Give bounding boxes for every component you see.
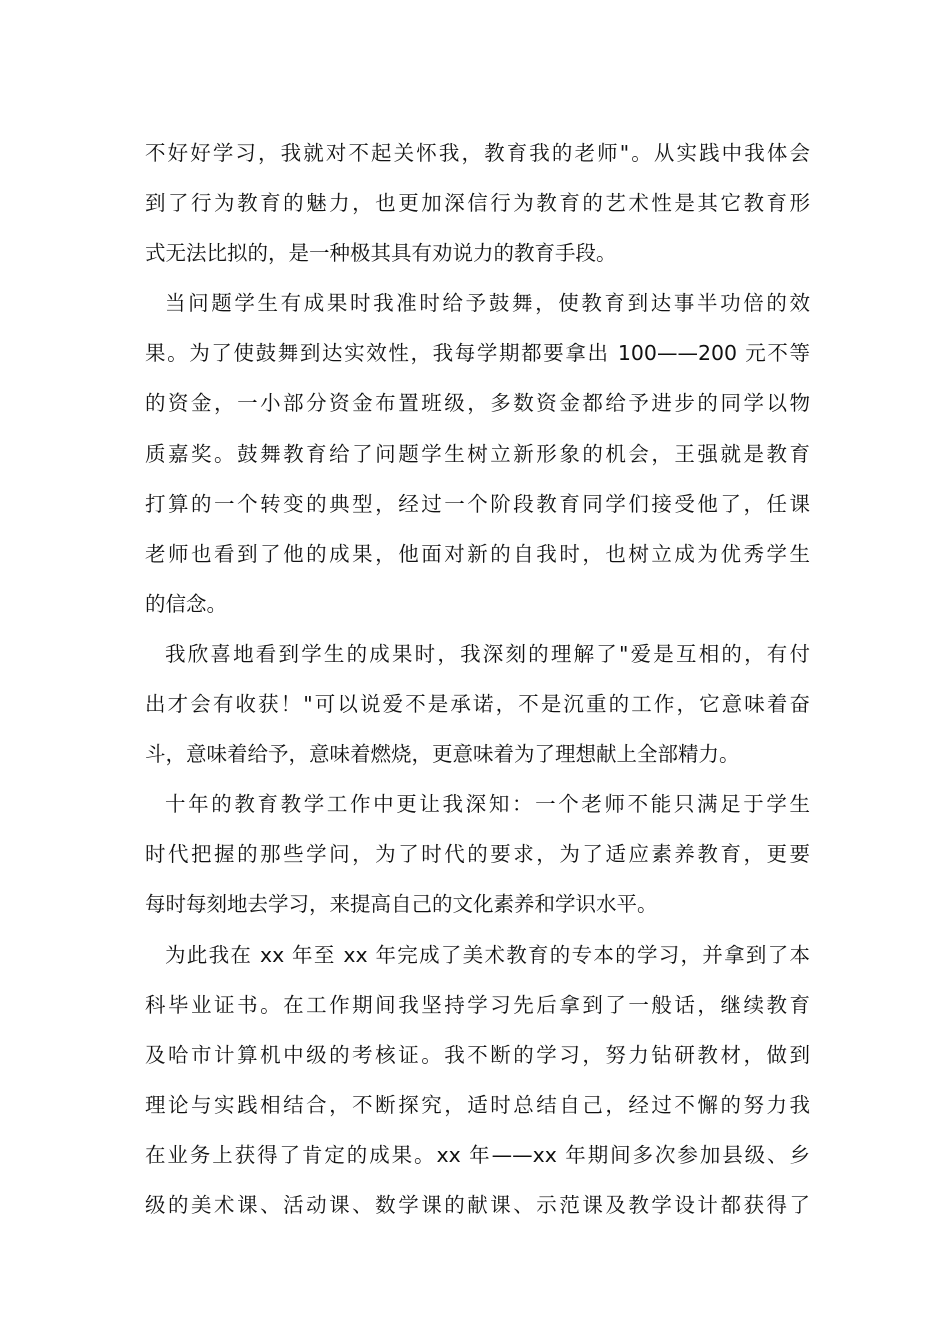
text-line: 老师也看到了他的成果，他面对新的自我时，也树立成为优秀学生 bbox=[145, 541, 810, 566]
text-line: 出才会有收获！"可以说爱不是承诺，不是沉重的工作，它意味着奋 bbox=[145, 692, 810, 717]
text-line: 理论与实践相结合，不断探究，适时总结自己，经过不懈的努力我 bbox=[145, 1092, 810, 1117]
paragraph-first-line: 我欣喜地看到学生的成果时，我深刻的理解了"爱是互相的，有付 bbox=[165, 641, 810, 666]
paragraph-first-line: 为此我在 xx 年至 xx 年完成了美术教育的专本的学习，并拿到了本 bbox=[165, 942, 810, 967]
text-line: 斗，意味着给予，意味着燃烧，更意味着为了理想献上全部精力。 bbox=[145, 742, 740, 767]
text-line: 到了行为教育的魅力，也更加深信行为教育的艺术性是其它教育形 bbox=[145, 191, 810, 216]
text-line: 每时每刻地去学习，来提高自己的文化素养和学识水平。 bbox=[145, 892, 658, 917]
text-line: 科毕业证书。在工作期间我坚持学习先后拿到了一般话，继续教育 bbox=[145, 992, 810, 1017]
text-line: 质嘉奖。鼓舞教育给了问题学生树立新形象的机会，王强就是教育 bbox=[145, 441, 810, 466]
text-line: 不好好学习，我就对不起关怀我，教育我的老师"。从实践中我体会 bbox=[145, 141, 810, 165]
text-line: 式无法比拟的，是一种极其具有劝说力的教育手段。 bbox=[145, 241, 617, 266]
text-line: 及哈市计算机中级的考核证。我不断的学习，努力钻研教材，做到 bbox=[145, 1042, 810, 1067]
document-body bbox=[145, 128, 810, 1230]
text-line: 的资金，一小部分资金布置班级，多数资金都给予进步的同学以物 bbox=[145, 391, 810, 416]
text-line: 果。为了使鼓舞到达实效性，我每学期都要拿出 100——200 元不等 bbox=[145, 341, 810, 366]
paragraph-first-line: 十年的教育教学工作中更让我深知：一个老师不能只满足于学生 bbox=[165, 792, 810, 817]
text-line: 时代把握的那些学问，为了时代的要求，为了适应素养教育，更要 bbox=[145, 842, 810, 867]
paragraph-first-line: 当问题学生有成果时我准时给予鼓舞，使教育到达事半功倍的效 bbox=[165, 291, 810, 316]
text-line: 的信念。 bbox=[145, 591, 227, 616]
text-line: 级的美术课、活动课、数学课的献课、示范课及教学设计都获得了 bbox=[145, 1192, 810, 1217]
text-line: 打算的一个转变的典型，经过一个阶段教育同学们接受他了，任课 bbox=[145, 491, 810, 516]
text-line: 在业务上获得了肯定的成果。xx 年——xx 年期间多次参加县级、乡 bbox=[145, 1142, 810, 1167]
